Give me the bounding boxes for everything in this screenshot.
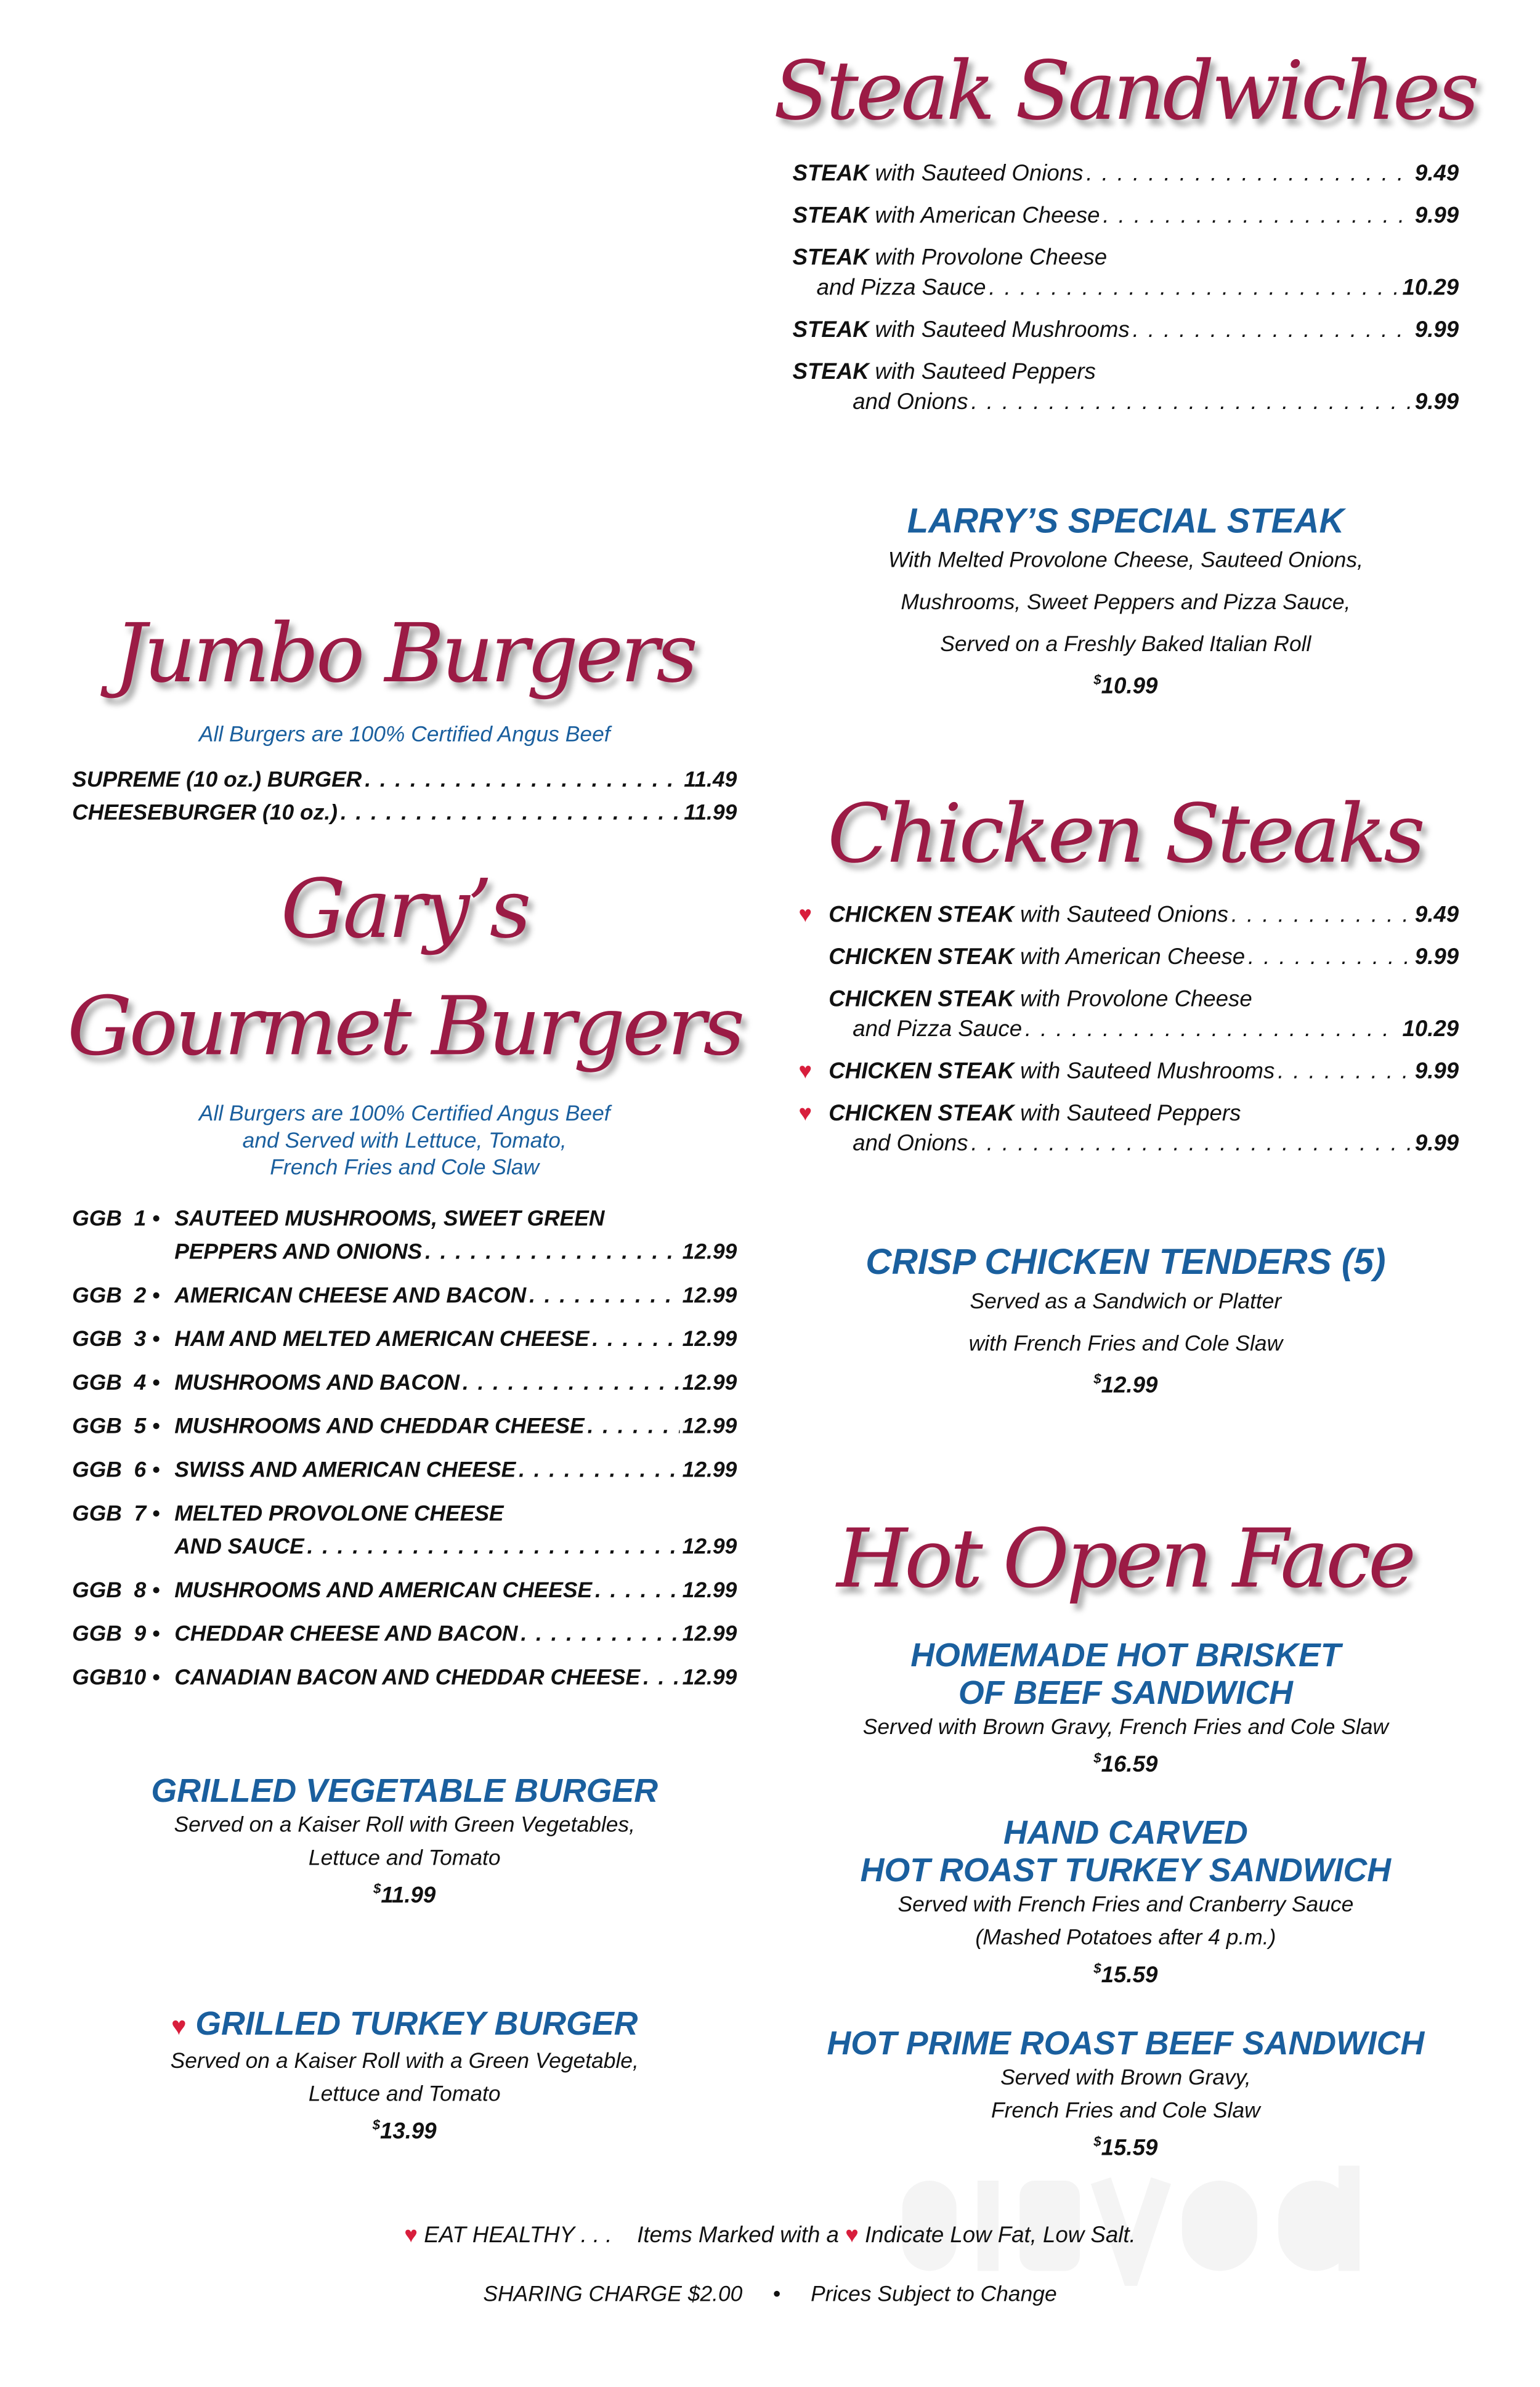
item-line	[72, 1665, 737, 1693]
menu-item	[793, 358, 1459, 416]
item-name: with Sauteed Peppers	[875, 359, 1096, 385]
item-line	[829, 1057, 1459, 1085]
item-line	[72, 1534, 737, 1562]
price-value: 13.99	[380, 2118, 437, 2145]
chicken-steaks-title: Chicken Steaks	[827, 786, 1422, 881]
feature-title	[793, 1244, 1459, 1281]
dot-leader	[365, 767, 681, 795]
description-line: Served on a Kaiser Roll with a Green Vegetable,	[170, 2049, 639, 2074]
heart-icon: ♥	[171, 2012, 187, 2041]
dot-leader	[971, 1129, 1411, 1157]
prices-note: Prices Subject to Change	[811, 2283, 1057, 2308]
item-price: 10.29	[1402, 275, 1459, 301]
item-code: GGB 7 •	[72, 1502, 160, 1527]
heart-icon: ♥	[798, 1101, 813, 1127]
item-name: HAM AND MELTED AMERICAN CHEESE	[174, 1327, 590, 1352]
item-name-bold: CHICKEN STEAK	[829, 1058, 1015, 1085]
feature-price	[793, 1745, 1459, 1779]
dot-leader	[1248, 943, 1412, 971]
item-line	[829, 985, 1459, 1013]
item-price: 12.99	[682, 1284, 737, 1309]
price-value: 15.59	[1101, 1963, 1158, 1988]
item-line	[72, 1414, 737, 1442]
item-price: 12.99	[682, 1535, 737, 1560]
description-line: Served on a Kaiser Roll with Green Vegetables,	[174, 1814, 635, 1838]
currency-symbol: $	[372, 2117, 381, 2133]
price-value: 10.99	[1101, 673, 1158, 700]
grilled-vegetable-section	[72, 1772, 737, 1910]
menu-item	[829, 985, 1459, 1044]
description-line: Lettuce and Tomato	[308, 2083, 501, 2107]
steak-sandwiches-list	[793, 160, 1459, 430]
currency-symbol: $	[373, 1881, 381, 1897]
item-price: 9.99	[1414, 317, 1459, 343]
item-price: 9.99	[1414, 1130, 1459, 1157]
item-code: GGB 2 •	[72, 1284, 160, 1309]
item-line	[829, 943, 1459, 971]
item-name-bold: STEAK	[792, 359, 869, 385]
dot-leader	[592, 1326, 679, 1355]
item-name-bold: STEAK	[792, 317, 869, 343]
item-name: MUSHROOMS AND CHEDDAR CHEESE	[174, 1415, 585, 1440]
item-name-cont: and Onions	[853, 1130, 968, 1157]
price-value: 15.59	[1101, 2135, 1158, 2162]
prime-beef-section	[793, 2024, 1459, 2163]
item-price: 12.99	[682, 1579, 737, 1603]
item-code: GGB 9 •	[72, 1623, 160, 1647]
menu-item	[798, 1057, 1459, 1085]
description-line: Served with French Fries and Cranberry Sauce	[898, 1893, 1354, 1918]
item-name-cont: and Onions	[853, 389, 968, 415]
dot-leader	[1025, 1015, 1400, 1044]
item-line	[793, 274, 1459, 302]
heart-icon: ♥	[798, 1058, 813, 1085]
menu-item	[798, 901, 1459, 929]
feature-price	[72, 1875, 737, 1910]
title-line: CRISP CHICKEN TENDERS (5)	[865, 1242, 1386, 1283]
item-line	[793, 201, 1459, 230]
description-line: with French Fries and Cole Slaw	[968, 1332, 1283, 1357]
item-price: 9.99	[1414, 944, 1459, 970]
item-line	[793, 358, 1459, 386]
feature-price	[793, 1366, 1459, 1400]
jumbo-burgers-title: Jumbo Burgers	[114, 606, 695, 701]
hot-open-face-title: Hot Open Face	[837, 1511, 1414, 1607]
item-line	[72, 1578, 737, 1606]
turkey-sandwich-section	[793, 1814, 1459, 1990]
item-price: 10.29	[1402, 1016, 1459, 1042]
item-line	[72, 1370, 737, 1398]
item-price: 12.99	[682, 1371, 737, 1396]
currency-symbol: $	[1093, 2134, 1101, 2149]
item-name: with Sauteed Peppers	[1020, 1101, 1241, 1127]
item-name-bold: STEAK	[792, 245, 869, 271]
item-code: GGB 8 •	[72, 1579, 160, 1603]
menu-item	[72, 1370, 737, 1398]
chicken-steaks-list	[798, 901, 1459, 1171]
description-line: Mushrooms, Sweet Peppers and Pizza Sauce,	[901, 591, 1351, 615]
feature-title	[793, 1814, 1459, 1889]
item-price: 9.99	[1414, 203, 1459, 229]
item-name-bold: CHICKEN STEAK	[829, 986, 1015, 1013]
dot-leader	[588, 1414, 679, 1442]
item-price: 9.49	[1414, 902, 1459, 928]
item-price: 12.99	[682, 1241, 737, 1265]
description-line: (Mashed Potatoes after 4 p.m.)	[975, 1926, 1276, 1951]
item-line	[72, 1206, 737, 1234]
item-price: 12.99	[682, 1415, 737, 1440]
item-code: GGB 6 •	[72, 1459, 160, 1483]
menu-item	[72, 1665, 737, 1693]
item-name: MELTED PROVOLONE CHEESE	[174, 1502, 504, 1527]
title-text: GRILLED TURKEY BURGER	[195, 2004, 638, 2043]
feature-title	[793, 1636, 1459, 1711]
feature-price	[793, 2128, 1459, 2163]
description-line: Served with Brown Gravy, French Fries and Cole Slaw	[862, 1716, 1388, 1740]
larrys-special-section	[793, 502, 1459, 700]
gourmet-subtitle	[72, 1101, 737, 1182]
menu-item	[829, 943, 1459, 971]
description-line: French Fries and Cole Slaw	[991, 2099, 1260, 2124]
garys-title: Gary’s	[280, 861, 529, 957]
menu-item	[72, 1206, 737, 1268]
item-code: GGB 3 •	[72, 1327, 160, 1352]
menu-item	[72, 1414, 737, 1442]
dot-leader	[1133, 316, 1412, 344]
sharing-charge: SHARING CHARGE $2.00	[483, 2283, 743, 2308]
dot-leader	[341, 800, 681, 829]
item-name: with Provolone Cheese	[1020, 986, 1252, 1013]
item-line	[72, 1239, 737, 1268]
jumbo-burgers-list	[72, 767, 737, 833]
menu-item	[72, 1457, 737, 1486]
item-name: SAUTEED MUSHROOMS, SWEET GREEN	[174, 1207, 605, 1232]
item-code: GGB 1 •	[72, 1207, 160, 1232]
item-name: MUSHROOMS AND AMERICAN CHEESE	[174, 1579, 593, 1603]
heart-icon: ♥	[404, 2223, 418, 2248]
title-line: GRILLED VEGETABLE BURGER	[151, 1771, 659, 1810]
item-price: 12.99	[682, 1327, 737, 1352]
title-line	[72, 2004, 737, 2045]
dot-leader	[1231, 901, 1412, 929]
item-line	[72, 1457, 737, 1486]
heart-icon: ♥	[798, 902, 813, 928]
currency-symbol: $	[1093, 1750, 1101, 1766]
item-name: CHEDDAR CHEESE AND BACON	[174, 1623, 518, 1647]
menu-item	[793, 201, 1459, 230]
title-line: HAND CARVED	[1003, 1814, 1248, 1852]
item-name: with Provolone Cheese	[875, 245, 1108, 271]
menu-item	[793, 316, 1459, 344]
menu-item	[72, 1621, 737, 1650]
sharing-note	[0, 2283, 1540, 2307]
item-name: with Sauteed Mushrooms	[1020, 1058, 1275, 1085]
menu-item	[72, 800, 737, 829]
watermark-shape	[1339, 2166, 1360, 2271]
item-line	[829, 1015, 1459, 1044]
dot-leader	[1278, 1057, 1412, 1085]
subtitle-line: French Fries and Cole Slaw	[270, 1156, 540, 1181]
dot-leader	[1086, 160, 1412, 188]
item-line	[72, 1501, 737, 1530]
feature-title	[793, 2024, 1459, 2062]
jumbo-subtitle: All Burgers are 100% Certified Angus Beef	[198, 723, 610, 748]
item-name-cont: and Pizza Sauce	[853, 1016, 1023, 1042]
menu-item	[72, 1501, 737, 1563]
item-name-bold: STEAK	[792, 161, 869, 187]
item-line	[72, 1326, 737, 1355]
item-line	[793, 388, 1459, 416]
item-price: 11.99	[684, 801, 737, 826]
gourmet-burgers-list	[72, 1206, 737, 1708]
item-name-cont: AND SAUCE	[174, 1535, 304, 1560]
item-name: AMERICAN CHEESE AND BACON	[174, 1284, 527, 1309]
item-name: CANADIAN BACON AND CHEDDAR CHEESE	[174, 1666, 641, 1691]
marked-label: Items Marked with a	[637, 2223, 839, 2248]
subtitle-line: All Burgers are 100% Certified Angus Beef	[198, 1102, 610, 1127]
item-price: 9.99	[1414, 389, 1459, 415]
item-name: CHEESEBURGER (10 oz.)	[72, 801, 338, 826]
item-name: with American Cheese	[1020, 944, 1246, 970]
currency-symbol: $	[1093, 1961, 1101, 1976]
item-name: with Sauteed Onions	[1020, 902, 1229, 928]
dot-leader	[595, 1578, 679, 1606]
title-line: LARRY’S SPECIAL STEAK	[907, 500, 1345, 540]
title-line: OF BEEF SANDWICH	[958, 1674, 1293, 1712]
dot-leader	[519, 1457, 679, 1486]
menu-item	[793, 160, 1459, 188]
brisket-section	[793, 1636, 1459, 1779]
menu-item	[793, 244, 1459, 302]
indicate-label: Indicate Low Fat, Low Salt.	[864, 2223, 1136, 2248]
item-code: GGB10 •	[72, 1666, 160, 1691]
description-line: Served with Brown Gravy,	[1000, 2066, 1251, 2091]
item-name: SUPREME (10 oz.) BURGER	[72, 768, 362, 793]
menu-item	[798, 1100, 1459, 1158]
dot-leader	[643, 1665, 679, 1693]
healthy-note	[0, 2223, 1540, 2248]
menu-item	[72, 767, 737, 795]
feature-price	[793, 1955, 1459, 1990]
price-value: 16.59	[1101, 1752, 1158, 1778]
item-line	[793, 160, 1459, 188]
feature-title	[793, 502, 1459, 540]
item-name-bold: CHICKEN STEAK	[829, 944, 1015, 970]
item-line	[829, 1100, 1459, 1128]
dot-leader	[989, 274, 1399, 302]
item-name: SWISS AND AMERICAN CHEESE	[174, 1459, 516, 1483]
dot-leader	[529, 1283, 679, 1311]
item-name-cont: and Pizza Sauce	[816, 275, 986, 301]
item-name: with Sauteed Onions	[875, 161, 1084, 187]
price-value: 12.99	[1101, 1372, 1158, 1399]
description-line: With Melted Provolone Cheese, Sauteed Onions,	[888, 549, 1363, 573]
item-name: with Sauteed Mushrooms	[875, 317, 1130, 343]
description-line: Served as a Sandwich or Platter	[970, 1290, 1282, 1315]
feature-price	[793, 667, 1459, 701]
item-price: 12.99	[682, 1666, 737, 1691]
subtitle-line: and Served with Lettuce, Tomato,	[242, 1129, 567, 1154]
dot-leader	[521, 1621, 679, 1650]
item-code: GGB 4 •	[72, 1371, 160, 1396]
gourmet-burgers-title: Gourmet Burgers	[67, 979, 742, 1074]
bullet: •	[772, 2283, 780, 2308]
description-line: Lettuce and Tomato	[308, 1847, 501, 1871]
item-name-bold: STEAK	[792, 203, 869, 229]
item-price: 12.99	[682, 1459, 737, 1483]
feature-title	[72, 1772, 737, 1809]
dot-leader	[463, 1370, 679, 1398]
feature-price	[72, 2112, 737, 2146]
title-line: HOMEMADE HOT BRISKET	[910, 1636, 1341, 1674]
chicken-tenders-section	[793, 1244, 1459, 1400]
menu-item	[72, 1326, 737, 1355]
item-line	[829, 1129, 1459, 1157]
item-line	[793, 244, 1459, 272]
item-line	[793, 316, 1459, 344]
item-name-bold: CHICKEN STEAK	[829, 902, 1015, 928]
menu-item	[72, 1578, 737, 1606]
item-code: GGB 5 •	[72, 1415, 160, 1440]
item-line	[829, 901, 1459, 929]
item-price: 12.99	[682, 1623, 737, 1647]
item-name-bold: CHICKEN STEAK	[829, 1101, 1015, 1127]
item-price: 9.49	[1414, 161, 1459, 187]
price-value: 11.99	[381, 1882, 436, 1909]
item-line	[72, 1283, 737, 1311]
currency-symbol: $	[1093, 672, 1101, 687]
title-line: HOT PRIME ROAST BEEF SANDWICH	[827, 2024, 1425, 2062]
dot-leader	[307, 1534, 679, 1562]
dot-leader	[425, 1239, 679, 1268]
title-line: HOT ROAST TURKEY SANDWICH	[860, 1851, 1392, 1889]
dot-leader	[971, 388, 1411, 416]
feature-title	[72, 2004, 737, 2045]
heart-icon: ♥	[845, 2223, 859, 2248]
item-name: MUSHROOMS AND BACON	[174, 1371, 460, 1396]
eat-healthy-label: EAT HEALTHY . . .	[424, 2223, 612, 2248]
item-name: with American Cheese	[875, 203, 1100, 229]
currency-symbol: $	[1093, 1371, 1101, 1387]
dot-leader	[1103, 201, 1412, 230]
steak-sandwiches-title: Steak Sandwiches	[773, 43, 1477, 139]
description-line: Served on a Freshly Baked Italian Roll	[940, 633, 1311, 657]
item-name-cont: PEPPERS AND ONIONS	[174, 1241, 423, 1265]
item-price: 11.49	[684, 768, 737, 793]
item-line	[72, 1621, 737, 1650]
item-price: 9.99	[1414, 1058, 1459, 1085]
menu-item	[72, 1283, 737, 1311]
grilled-turkey-section	[72, 2004, 737, 2146]
